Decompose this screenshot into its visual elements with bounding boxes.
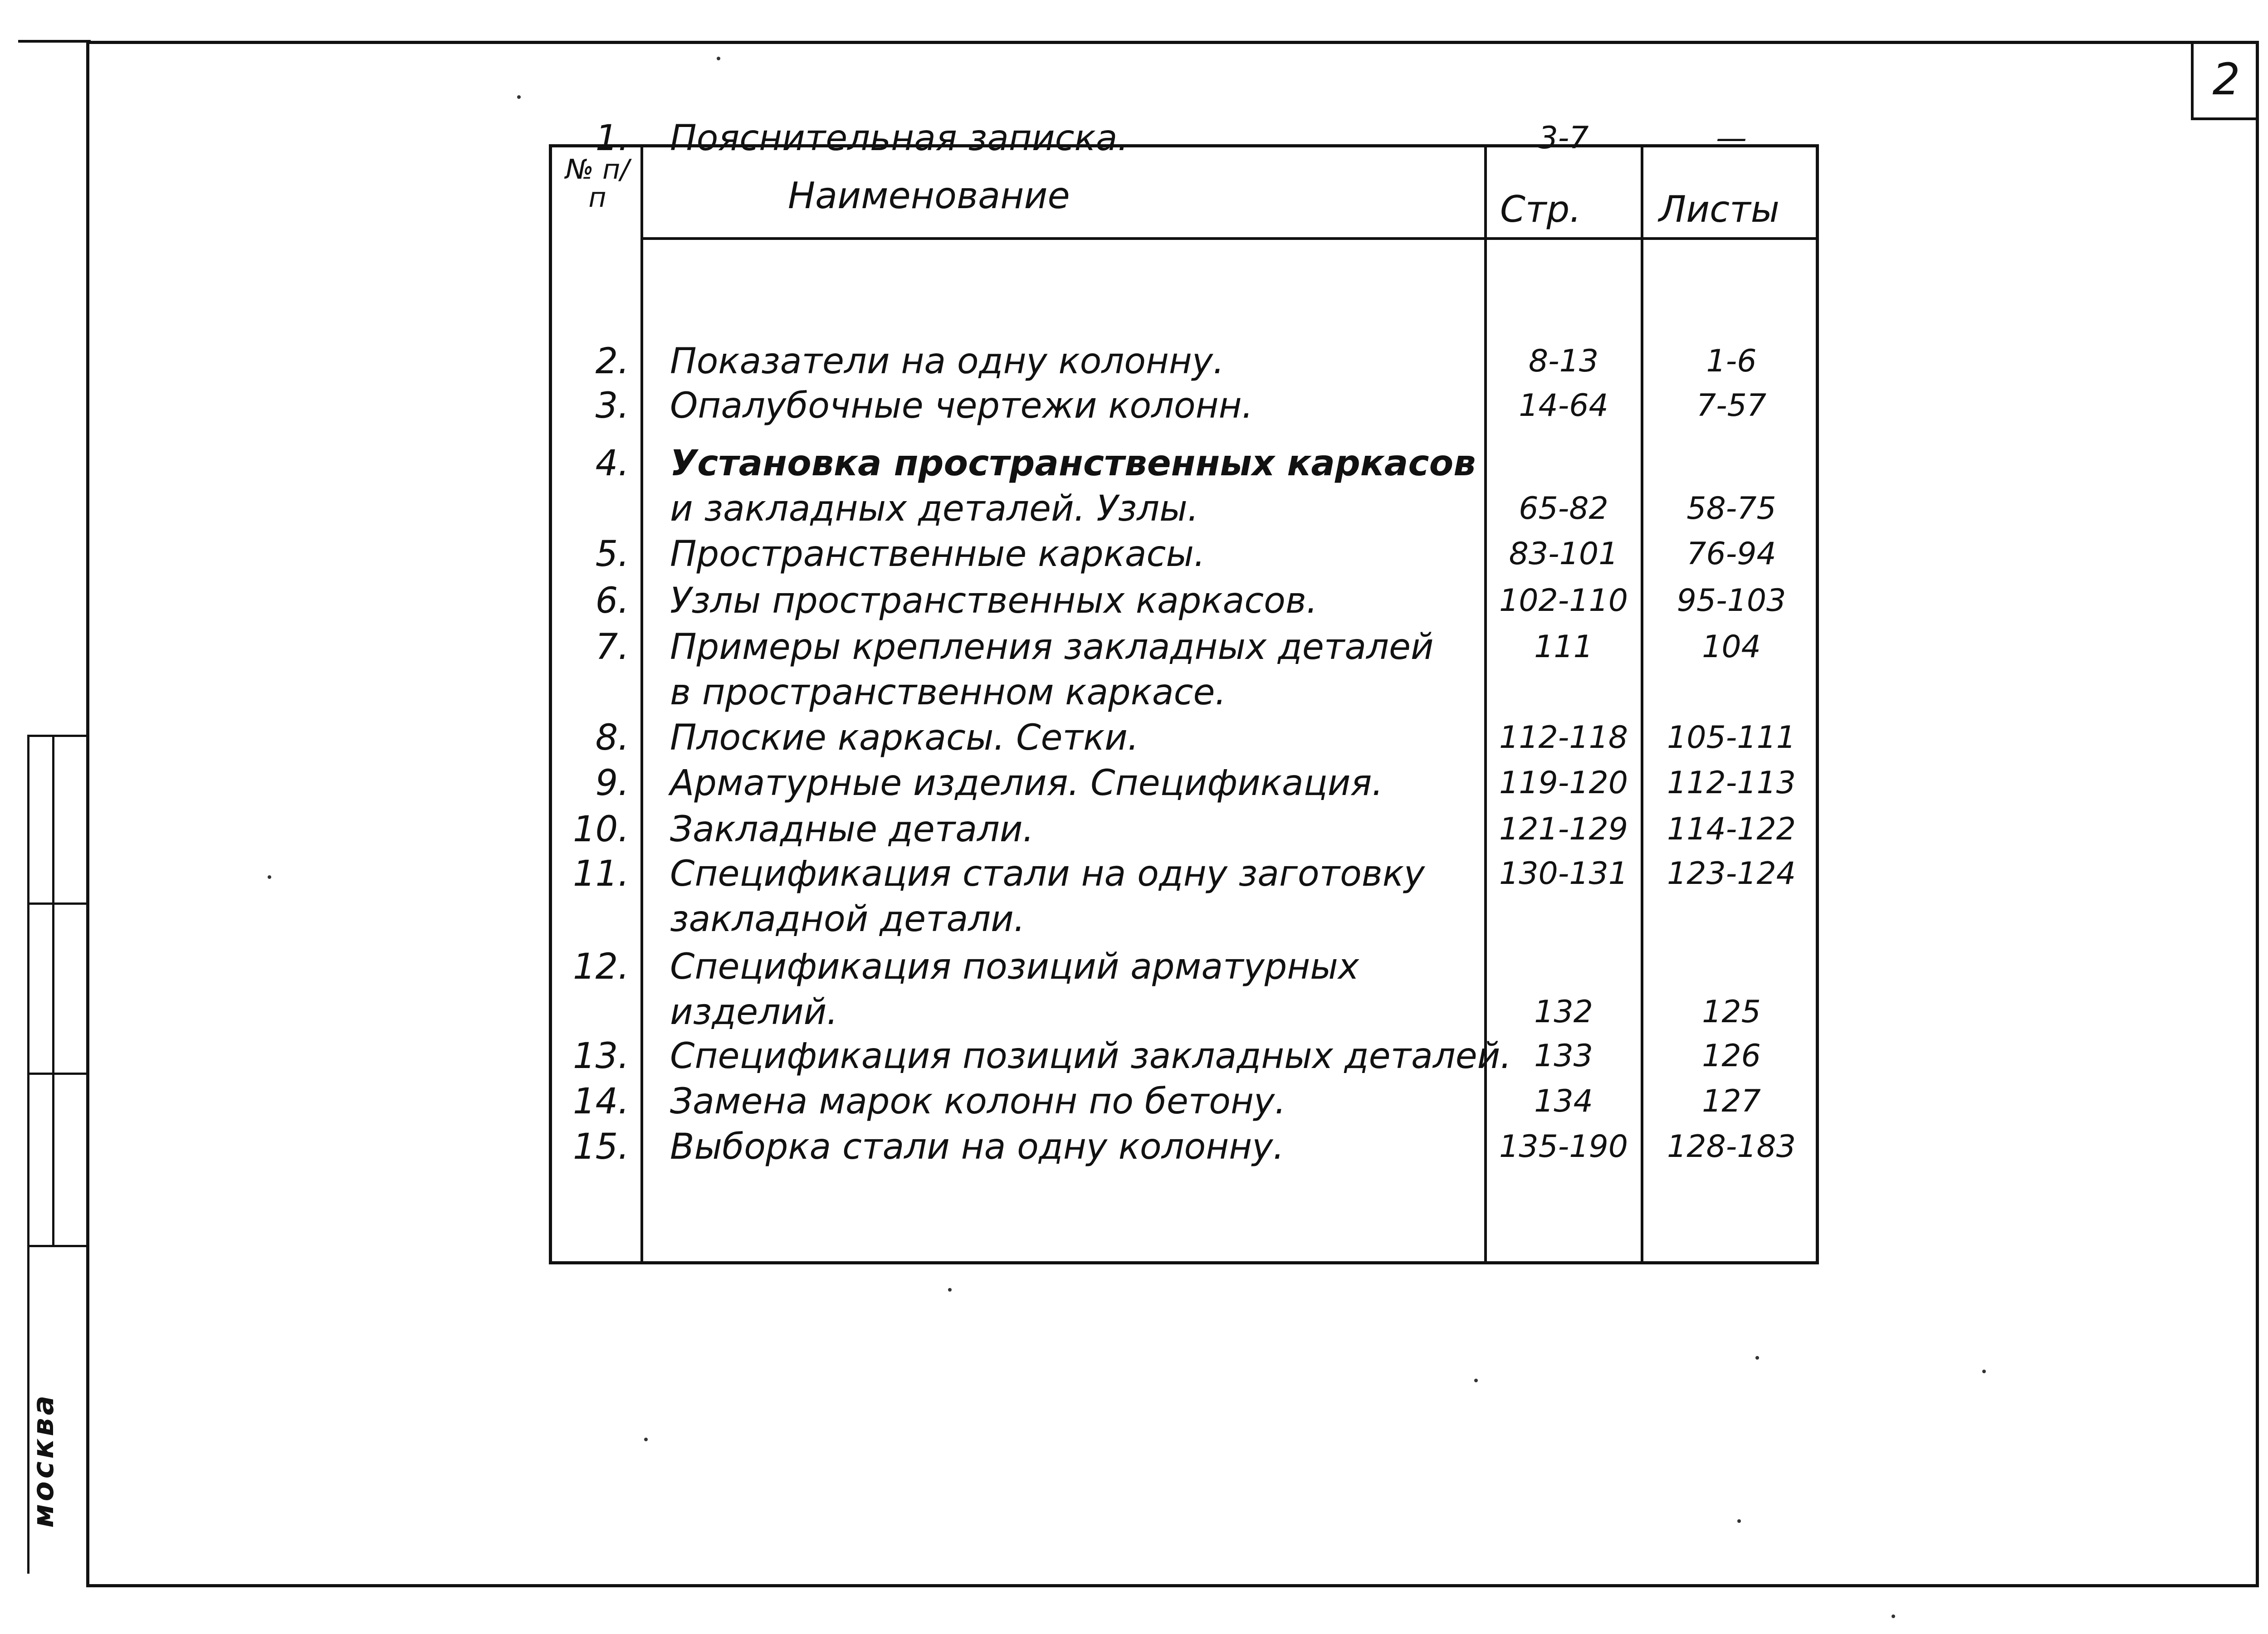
row-number: 8. xyxy=(595,717,629,758)
row-name-line: Установка пространственных каркасов xyxy=(670,443,1476,484)
row-number: 4. xyxy=(595,443,629,484)
row-name-line: Спецификация позиций арматурных xyxy=(670,946,1359,987)
row-number: 7. xyxy=(595,627,629,668)
row-page: 83-101 xyxy=(1509,536,1618,572)
row-sheets: 104 xyxy=(1702,629,1761,665)
row-name xyxy=(670,1034,1512,1079)
scan-speck xyxy=(268,875,271,879)
row-sheets: 105-111 xyxy=(1667,720,1796,756)
table-row xyxy=(552,807,1816,852)
row-page: 102-110 xyxy=(1499,583,1628,619)
row-name xyxy=(670,116,1477,161)
page-number: 2 xyxy=(2212,54,2240,105)
row-page: 8-13 xyxy=(1528,343,1599,379)
row-name-line: изделий. xyxy=(670,992,838,1033)
row-name xyxy=(670,1124,1477,1170)
row-page: 133 xyxy=(1534,1038,1593,1074)
row-sheets: 114-122 xyxy=(1667,811,1796,847)
header-divider xyxy=(640,237,1816,240)
table-row xyxy=(552,944,1816,1035)
table-row xyxy=(552,715,1816,761)
row-name-line: Арматурные изделия. Спецификация. xyxy=(670,763,1383,804)
row-name-line: Закладные детали. xyxy=(670,809,1034,850)
row-name-line: Узлы пространственных каркасов. xyxy=(670,580,1318,621)
row-name xyxy=(670,339,1477,384)
row-name xyxy=(670,578,1477,624)
row-sheets: 76-94 xyxy=(1686,536,1776,572)
row-page: 134 xyxy=(1534,1083,1593,1119)
row-name-line: Пояснительная записка. xyxy=(670,118,1129,159)
row-page: 119-120 xyxy=(1499,765,1628,801)
row-name-line: закладной детали. xyxy=(670,899,1025,940)
row-sheets: 58-75 xyxy=(1686,491,1776,527)
row-name xyxy=(670,1079,1477,1124)
row-name-line: Опалубочные чертежи колонн. xyxy=(670,385,1253,426)
row-page: 130-131 xyxy=(1499,856,1628,892)
scan-speck xyxy=(717,57,720,60)
row-sheets: 127 xyxy=(1702,1083,1761,1119)
binding-strip-divider xyxy=(27,1073,86,1075)
scan-speck xyxy=(1737,1519,1741,1523)
table-row xyxy=(552,532,1816,577)
header-name: Наименование xyxy=(788,175,1070,217)
binding-strip-divider xyxy=(27,902,86,905)
contents-table xyxy=(549,118,1819,1264)
row-name-line: Замена марок колонн по бетону. xyxy=(670,1081,1286,1122)
row-name-line: Спецификация позиций закладных деталей. xyxy=(670,1036,1512,1077)
table-row xyxy=(552,441,1816,532)
row-name-line: Плоские каркасы. Сетки. xyxy=(670,717,1139,758)
side-stamp-text: москва xyxy=(27,1393,60,1528)
row-page: 111 xyxy=(1534,629,1593,665)
row-sheets: — xyxy=(1716,120,1747,156)
table-row xyxy=(552,578,1816,624)
frame-top-edge xyxy=(18,40,91,43)
row-page: 112-118 xyxy=(1499,720,1628,756)
row-name-line: Спецификация стали на одну заготовку xyxy=(670,854,1425,894)
scan-speck xyxy=(1892,1614,1895,1618)
row-name-line: Показатели на одну колонну. xyxy=(670,341,1224,382)
row-number: 6. xyxy=(595,580,629,621)
row-name xyxy=(670,851,1477,942)
row-name xyxy=(670,624,1477,715)
row-name-line: Примеры крепления закладных деталей xyxy=(670,627,1434,668)
row-name xyxy=(670,532,1477,577)
row-number: 10. xyxy=(572,809,629,850)
scan-speck xyxy=(644,1438,648,1441)
row-sheets: 1-6 xyxy=(1706,343,1757,379)
row-name xyxy=(670,383,1477,429)
scan-speck xyxy=(1982,1370,1986,1373)
row-name-line: в пространственном каркасе. xyxy=(670,672,1227,713)
page-number-box xyxy=(2191,41,2259,120)
table-row xyxy=(552,851,1816,942)
header-sheets: Листы xyxy=(1659,188,1779,230)
row-sheets: 128-183 xyxy=(1667,1129,1796,1165)
table-row xyxy=(552,624,1816,715)
row-sheets: 95-103 xyxy=(1677,583,1786,619)
row-name xyxy=(670,807,1477,852)
row-name xyxy=(670,761,1477,806)
table-row xyxy=(552,116,1816,161)
row-number: 9. xyxy=(595,763,629,804)
scan-speck xyxy=(517,95,521,99)
row-page: 65-82 xyxy=(1519,491,1608,527)
row-name xyxy=(670,715,1477,761)
scan-speck xyxy=(948,1288,952,1292)
table-row xyxy=(552,339,1816,384)
binding-strip-column xyxy=(27,735,54,1247)
row-number: 14. xyxy=(572,1081,629,1122)
row-number: 3. xyxy=(595,385,629,426)
row-page: 135-190 xyxy=(1499,1129,1628,1165)
table-row xyxy=(552,383,1816,429)
row-name-line: Пространственные каркасы. xyxy=(670,534,1205,575)
scan-speck xyxy=(1474,1379,1478,1382)
row-sheets: 7-57 xyxy=(1696,388,1767,424)
table-row xyxy=(552,1034,1816,1079)
row-name xyxy=(670,944,1477,1035)
header-page: Стр. xyxy=(1500,188,1581,230)
row-name-line: Выборка стали на одну колонну. xyxy=(670,1127,1285,1167)
row-sheets: 125 xyxy=(1702,994,1761,1030)
row-sheets: 126 xyxy=(1702,1038,1761,1074)
row-number: 5. xyxy=(595,534,629,575)
header-number: № п/п xyxy=(565,154,630,214)
scan-speck xyxy=(1755,1356,1759,1360)
row-page: 14-64 xyxy=(1519,388,1608,424)
row-name xyxy=(670,441,1477,532)
row-number: 2. xyxy=(595,341,629,382)
table-row xyxy=(552,1124,1816,1170)
row-page: 132 xyxy=(1534,994,1593,1030)
row-number: 15. xyxy=(572,1127,629,1167)
row-number: 11. xyxy=(572,854,629,894)
row-page: 121-129 xyxy=(1499,811,1628,847)
row-number: 13. xyxy=(572,1036,629,1077)
table-row xyxy=(552,1079,1816,1124)
row-page: 3-7 xyxy=(1538,120,1589,156)
row-name-line: и закладных деталей. Узлы. xyxy=(670,488,1199,529)
table-row xyxy=(552,761,1816,806)
row-number: 12. xyxy=(572,946,629,987)
row-sheets: 123-124 xyxy=(1667,856,1796,892)
row-number: 1. xyxy=(595,118,629,159)
row-sheets: 112-113 xyxy=(1667,765,1796,801)
